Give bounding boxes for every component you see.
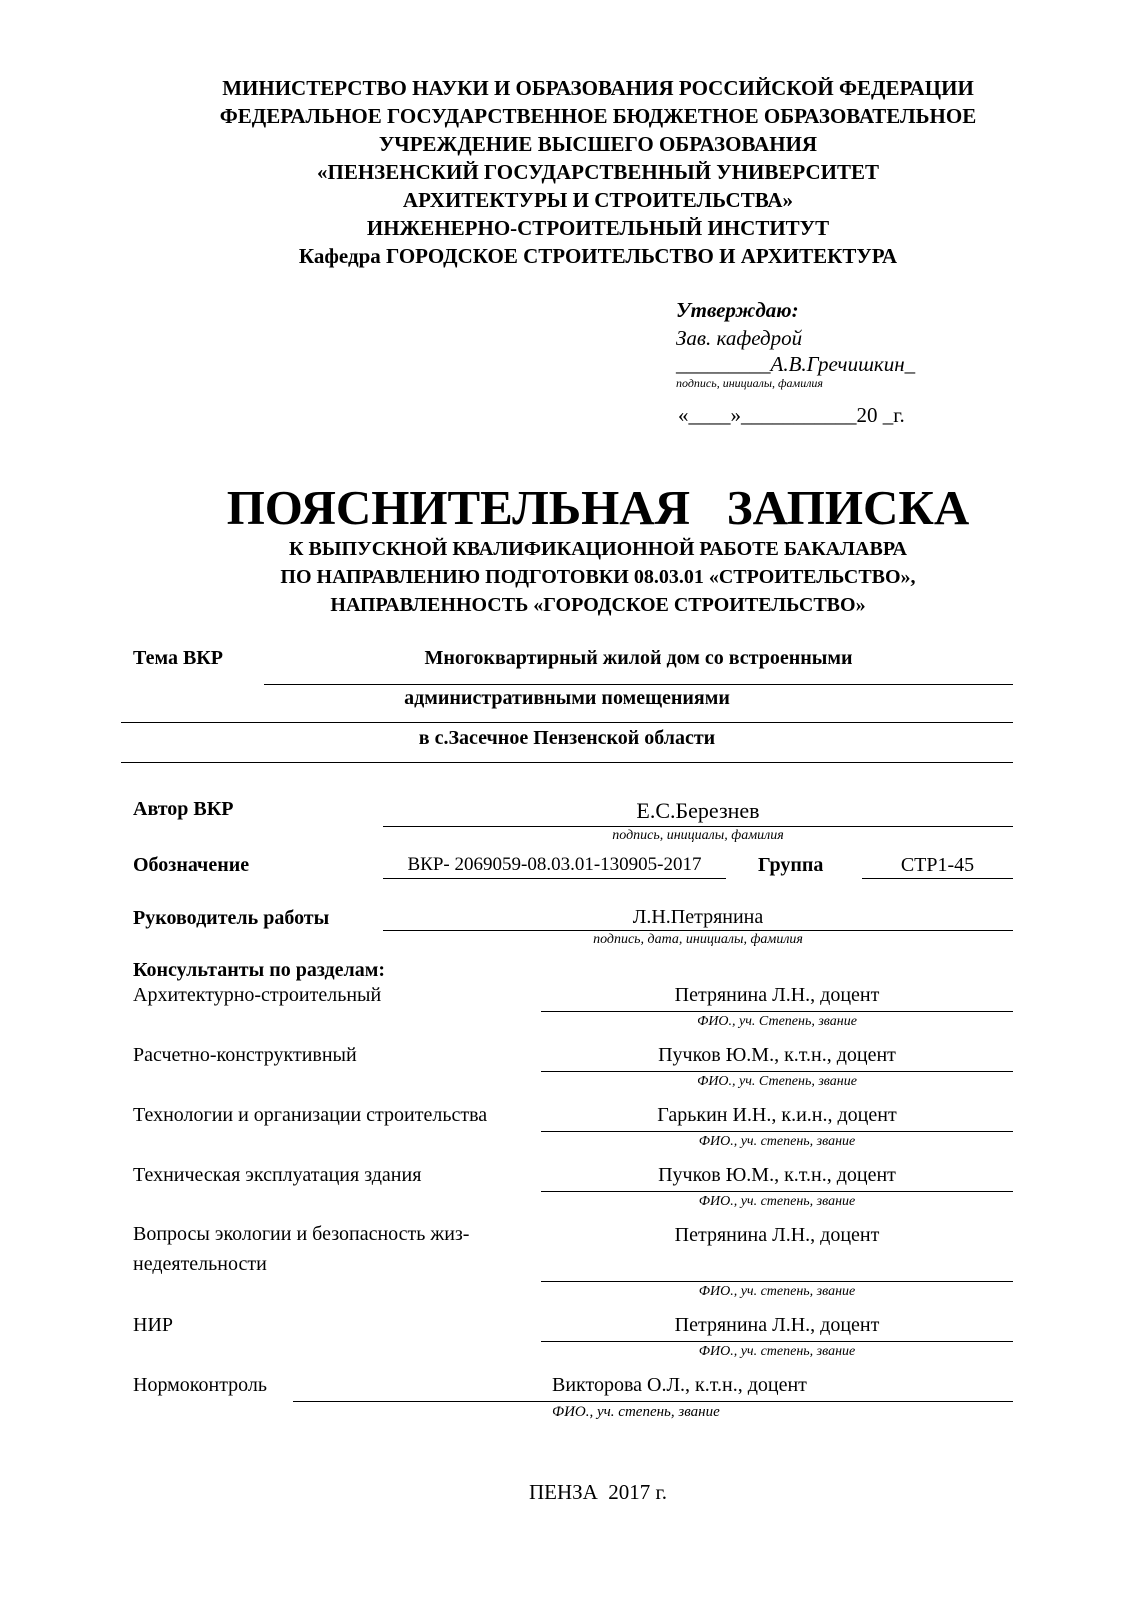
header-line: АРХИТЕКТУРЫ И СТРОИТЕЛЬСТВА» bbox=[402, 188, 794, 212]
topic-underline bbox=[121, 762, 1013, 763]
topic-label: Тема ВКР bbox=[133, 647, 223, 669]
consultant-caption: ФИО., уч. степень, звание bbox=[698, 1344, 856, 1359]
normcontrol-caption: ФИО., уч. степень, звание bbox=[552, 1404, 720, 1420]
consultant-section-continued: недеятельности bbox=[133, 1253, 267, 1275]
consultant-name: Пучков Ю.М., к.т.н., доцент bbox=[658, 1044, 896, 1066]
topic-line: Многоквартирный жилой дом со встроенными bbox=[424, 647, 853, 669]
supervisor-label: Руководитель работы bbox=[133, 907, 330, 929]
group-label: Группа bbox=[758, 854, 824, 876]
header-line: ИНЖЕНЕРНО-СТРОИТЕЛЬНЫЙ ИНСТИТУТ bbox=[366, 216, 830, 240]
consultant-underline bbox=[541, 1191, 1013, 1192]
consultant-caption: ФИО., уч. Степень, звание bbox=[697, 1014, 857, 1029]
header-line: «ПЕНЗЕНСКИЙ ГОСУДАРСТВЕННЫЙ УНИВЕРСИТЕТ bbox=[317, 160, 879, 184]
consultant-caption: ФИО., уч. степень, звание bbox=[698, 1284, 856, 1299]
normcontrol-underline bbox=[293, 1401, 1013, 1402]
consultant-underline bbox=[541, 1131, 1013, 1132]
consultant-name: Петрянина Л.Н., доцент bbox=[674, 1314, 880, 1336]
supervisor-underline bbox=[383, 930, 1013, 931]
consultant-section: НИР bbox=[133, 1314, 174, 1336]
designation-underline bbox=[383, 878, 726, 879]
author-label: Автор ВКР bbox=[133, 798, 234, 820]
author-underline bbox=[383, 826, 1013, 827]
consultant-name: Петрянина Л.Н., доцент bbox=[674, 984, 880, 1006]
approval-position: Зав. кафедрой bbox=[676, 326, 803, 350]
document-subtitle: НАПРАВЛЕННОСТЬ «ГОРОДСКОЕ СТРОИТЕЛЬСТВО» bbox=[330, 594, 866, 616]
designation-label: Обозначение bbox=[133, 854, 250, 876]
topic-underline bbox=[121, 722, 1013, 723]
consultant-name: Петрянина Л.Н., доцент bbox=[674, 1224, 880, 1246]
supervisor-value: Л.Н.Петрянина bbox=[632, 906, 764, 928]
topic-underline bbox=[264, 684, 1013, 685]
document-subtitle: К ВЫПУСКНОЙ КВАЛИФИКАЦИОННОЙ РАБОТЕ БАКАЛАВРА bbox=[289, 538, 907, 560]
author-caption: подпись, инициалы, фамилия bbox=[612, 828, 784, 843]
approval-signature: _________А.В.Гречишкин_ bbox=[676, 352, 916, 376]
topic-line: в с.Засечное Пензенской области bbox=[418, 727, 716, 749]
approval-date: «____»___________20 _г. bbox=[678, 403, 905, 427]
topic-line: административными помещениями bbox=[404, 687, 730, 709]
normcontrol-label: Нормоконтроль bbox=[133, 1374, 268, 1396]
consultant-section: Технологии и организации строительства bbox=[133, 1104, 488, 1126]
designation-value: ВКР- 2069059-08.03.01-130905-2017 bbox=[407, 854, 702, 875]
consultant-section: Вопросы экологии и безопасность жиз- bbox=[133, 1223, 470, 1245]
consultant-underline bbox=[541, 1341, 1013, 1342]
approval-signature-caption: подпись, инициалы, фамилия bbox=[676, 376, 823, 390]
group-underline bbox=[862, 878, 1013, 879]
consultant-underline bbox=[541, 1281, 1013, 1282]
header-line: Кафедра ГОРОДСКОЕ СТРОИТЕЛЬСТВО И АРХИТЕКТУРА bbox=[298, 244, 898, 268]
consultant-name: Гарькин И.Н., к.и.н., доцент bbox=[657, 1104, 897, 1126]
author-value: Е.С.Березнев bbox=[636, 798, 760, 823]
consultant-section: Расчетно-конструктивный bbox=[133, 1044, 357, 1066]
consultant-underline bbox=[541, 1011, 1013, 1012]
consultant-section: Техническая эксплуатация здания bbox=[133, 1164, 422, 1186]
consultant-caption: ФИО., уч. Степень, звание bbox=[697, 1074, 857, 1089]
header-line: МИНИСТЕРСТВО НАУКИ И ОБРАЗОВАНИЯ РОССИЙСКОЙ ФЕДЕРАЦИИ bbox=[222, 76, 974, 100]
supervisor-caption: подпись, дата, инициалы, фамилия bbox=[593, 932, 803, 947]
consultant-underline bbox=[541, 1071, 1013, 1072]
normcontrol-name: Викторова О.Л., к.т.н., доцент bbox=[552, 1374, 807, 1396]
document-subtitle: ПО НАПРАВЛЕНИЮ ПОДГОТОВКИ 08.03.01 «СТРОИТЕЛЬСТВО», bbox=[280, 566, 916, 588]
header-line: УЧРЕЖДЕНИЕ ВЫСШЕГО ОБРАЗОВАНИЯ bbox=[378, 132, 818, 156]
consultant-name: Пучков Ю.М., к.т.н., доцент bbox=[658, 1164, 896, 1186]
approval-title: Утверждаю: bbox=[676, 298, 799, 322]
consultant-caption: ФИО., уч. степень, звание bbox=[698, 1134, 856, 1149]
document-title: ПОЯСНИТЕЛЬНАЯ ЗАПИСКА bbox=[226, 480, 970, 535]
consultant-section: Архитектурно-строительный bbox=[133, 984, 382, 1006]
consultant-caption: ФИО., уч. степень, звание bbox=[698, 1194, 856, 1209]
consultants-heading: Консультанты по разделам: bbox=[133, 959, 386, 981]
group-value: СТР1-45 bbox=[900, 854, 975, 876]
header-line: ФЕДЕРАЛЬНОЕ ГОСУДАРСТВЕННОЕ БЮДЖЕТНОЕ ОБРАЗОВАТЕЛЬНОЕ bbox=[219, 104, 977, 128]
city-year: ПЕНЗА 2017 г. bbox=[528, 1480, 668, 1504]
